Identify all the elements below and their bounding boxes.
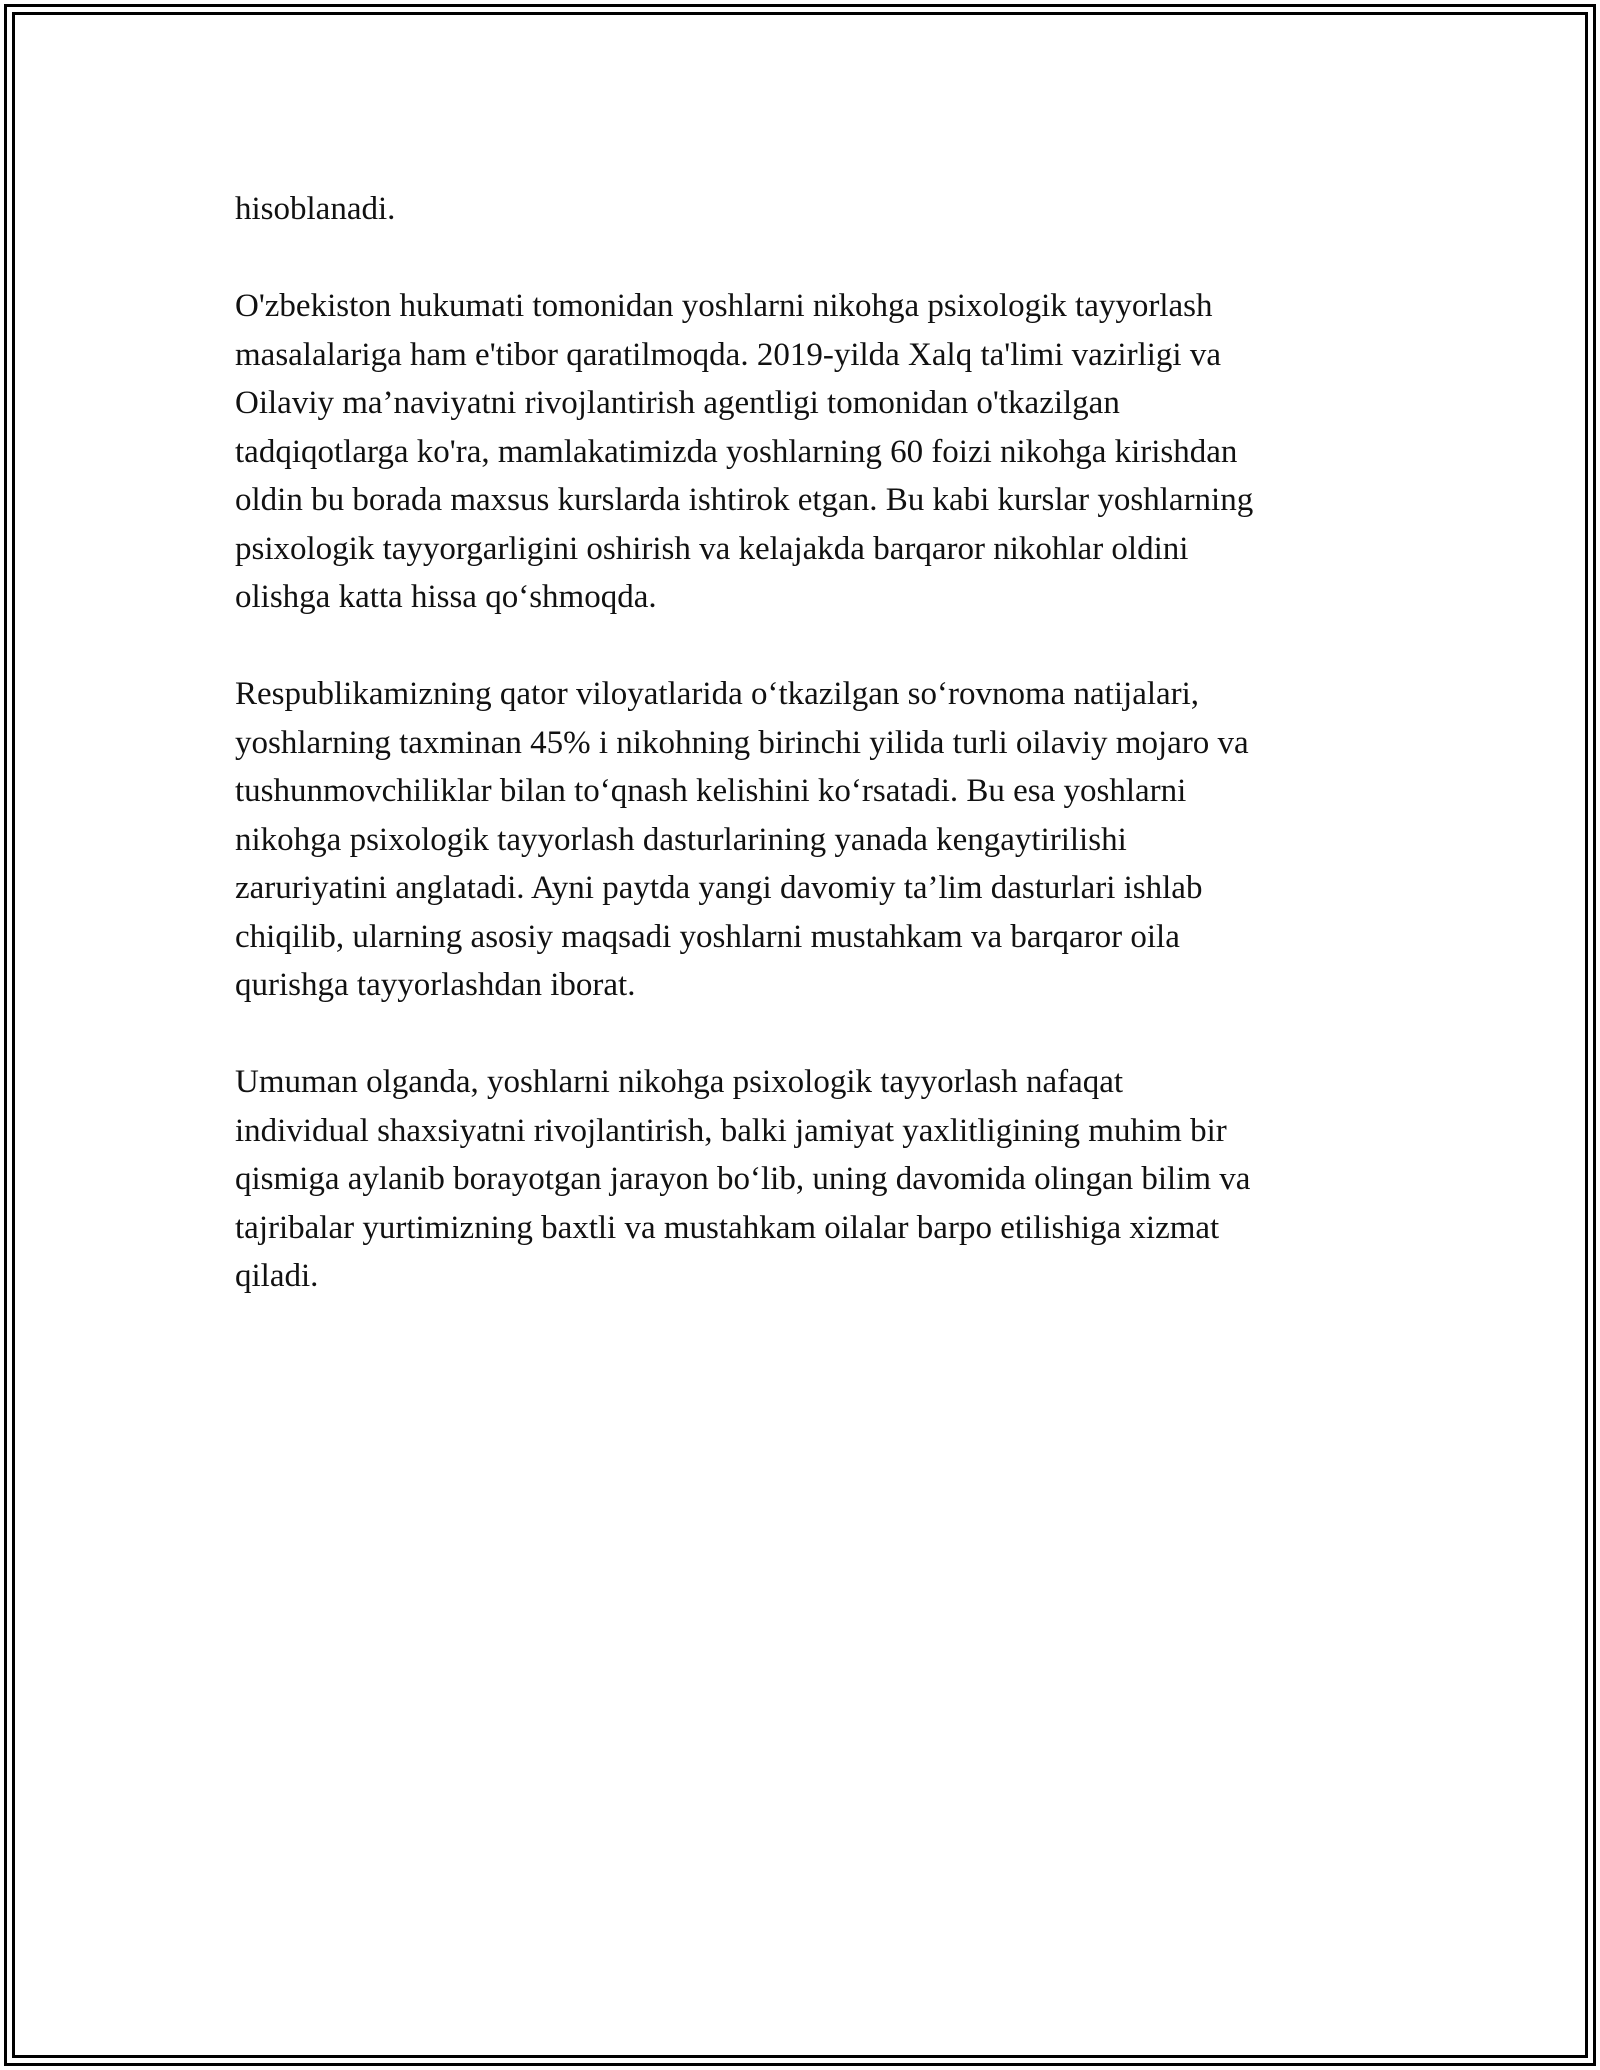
paragraph-conclusion: Umuman olganda, yoshlarni nikohga psixologik tayyorlash nafaqat individual shaxsiyatni rivojlantirish, balki jamiyat yaxlitligining muhim bir qismiga aylanib borayotgan jarayon boʻlib, uning davomida olingan bilim va tajribalar yurtimizning baxtli va mustahkam oilalar barpo etilishiga xizmat qiladi. — [235, 1064, 1251, 1294]
paragraph-continuation: hisoblanadi. — [235, 191, 396, 227]
paragraph-government-attention: O'zbekiston hukumati tomonidan yoshlarni nikohga psixologik tayyorlash masalalariga ham e'tibor qaratilmoqda. 2019-yilda Xalq ta'limi vazirligi va Oilaviy ma’naviyatni rivojlantirish agentligi tomonidan o'tkazilgan tadqiqotlarga ko'ra, mamlakatimizda yoshlarning 60 foizi nikohga kirishdan oldin bu borada maxsus kurslarda ishtirok etgan. Bu kabi kurslar yoshlarning psixologik tayyorgarligini oshirish va kelajakda barqaror nikohlar oldini olishga katta hissa qoʻshmoqda. — [235, 288, 1254, 615]
document-body — [235, 185, 1375, 1301]
paragraph-survey-results: Respublikamizning qator viloyatlarida oʻtkazilgan soʻrovnoma natijalari, yoshlarning taxminan 45% i nikohning birinchi yilida turli oilaviy mojaro va tushunmovchiliklar bilan toʻqnash kelishini koʻrsatadi. Bu esa yoshlarni nikohga psixologik tayyorlash dasturlarining yanada kengaytirilishi zaruriyatini anglatadi. Ayni paytda yangi davomiy ta’lim dasturlari ishlab chiqilib, ularning asosiy maqsadi yoshlarni mustahkam va barqaror oila qurishga tayyorlashdan iborat. — [235, 676, 1249, 1003]
